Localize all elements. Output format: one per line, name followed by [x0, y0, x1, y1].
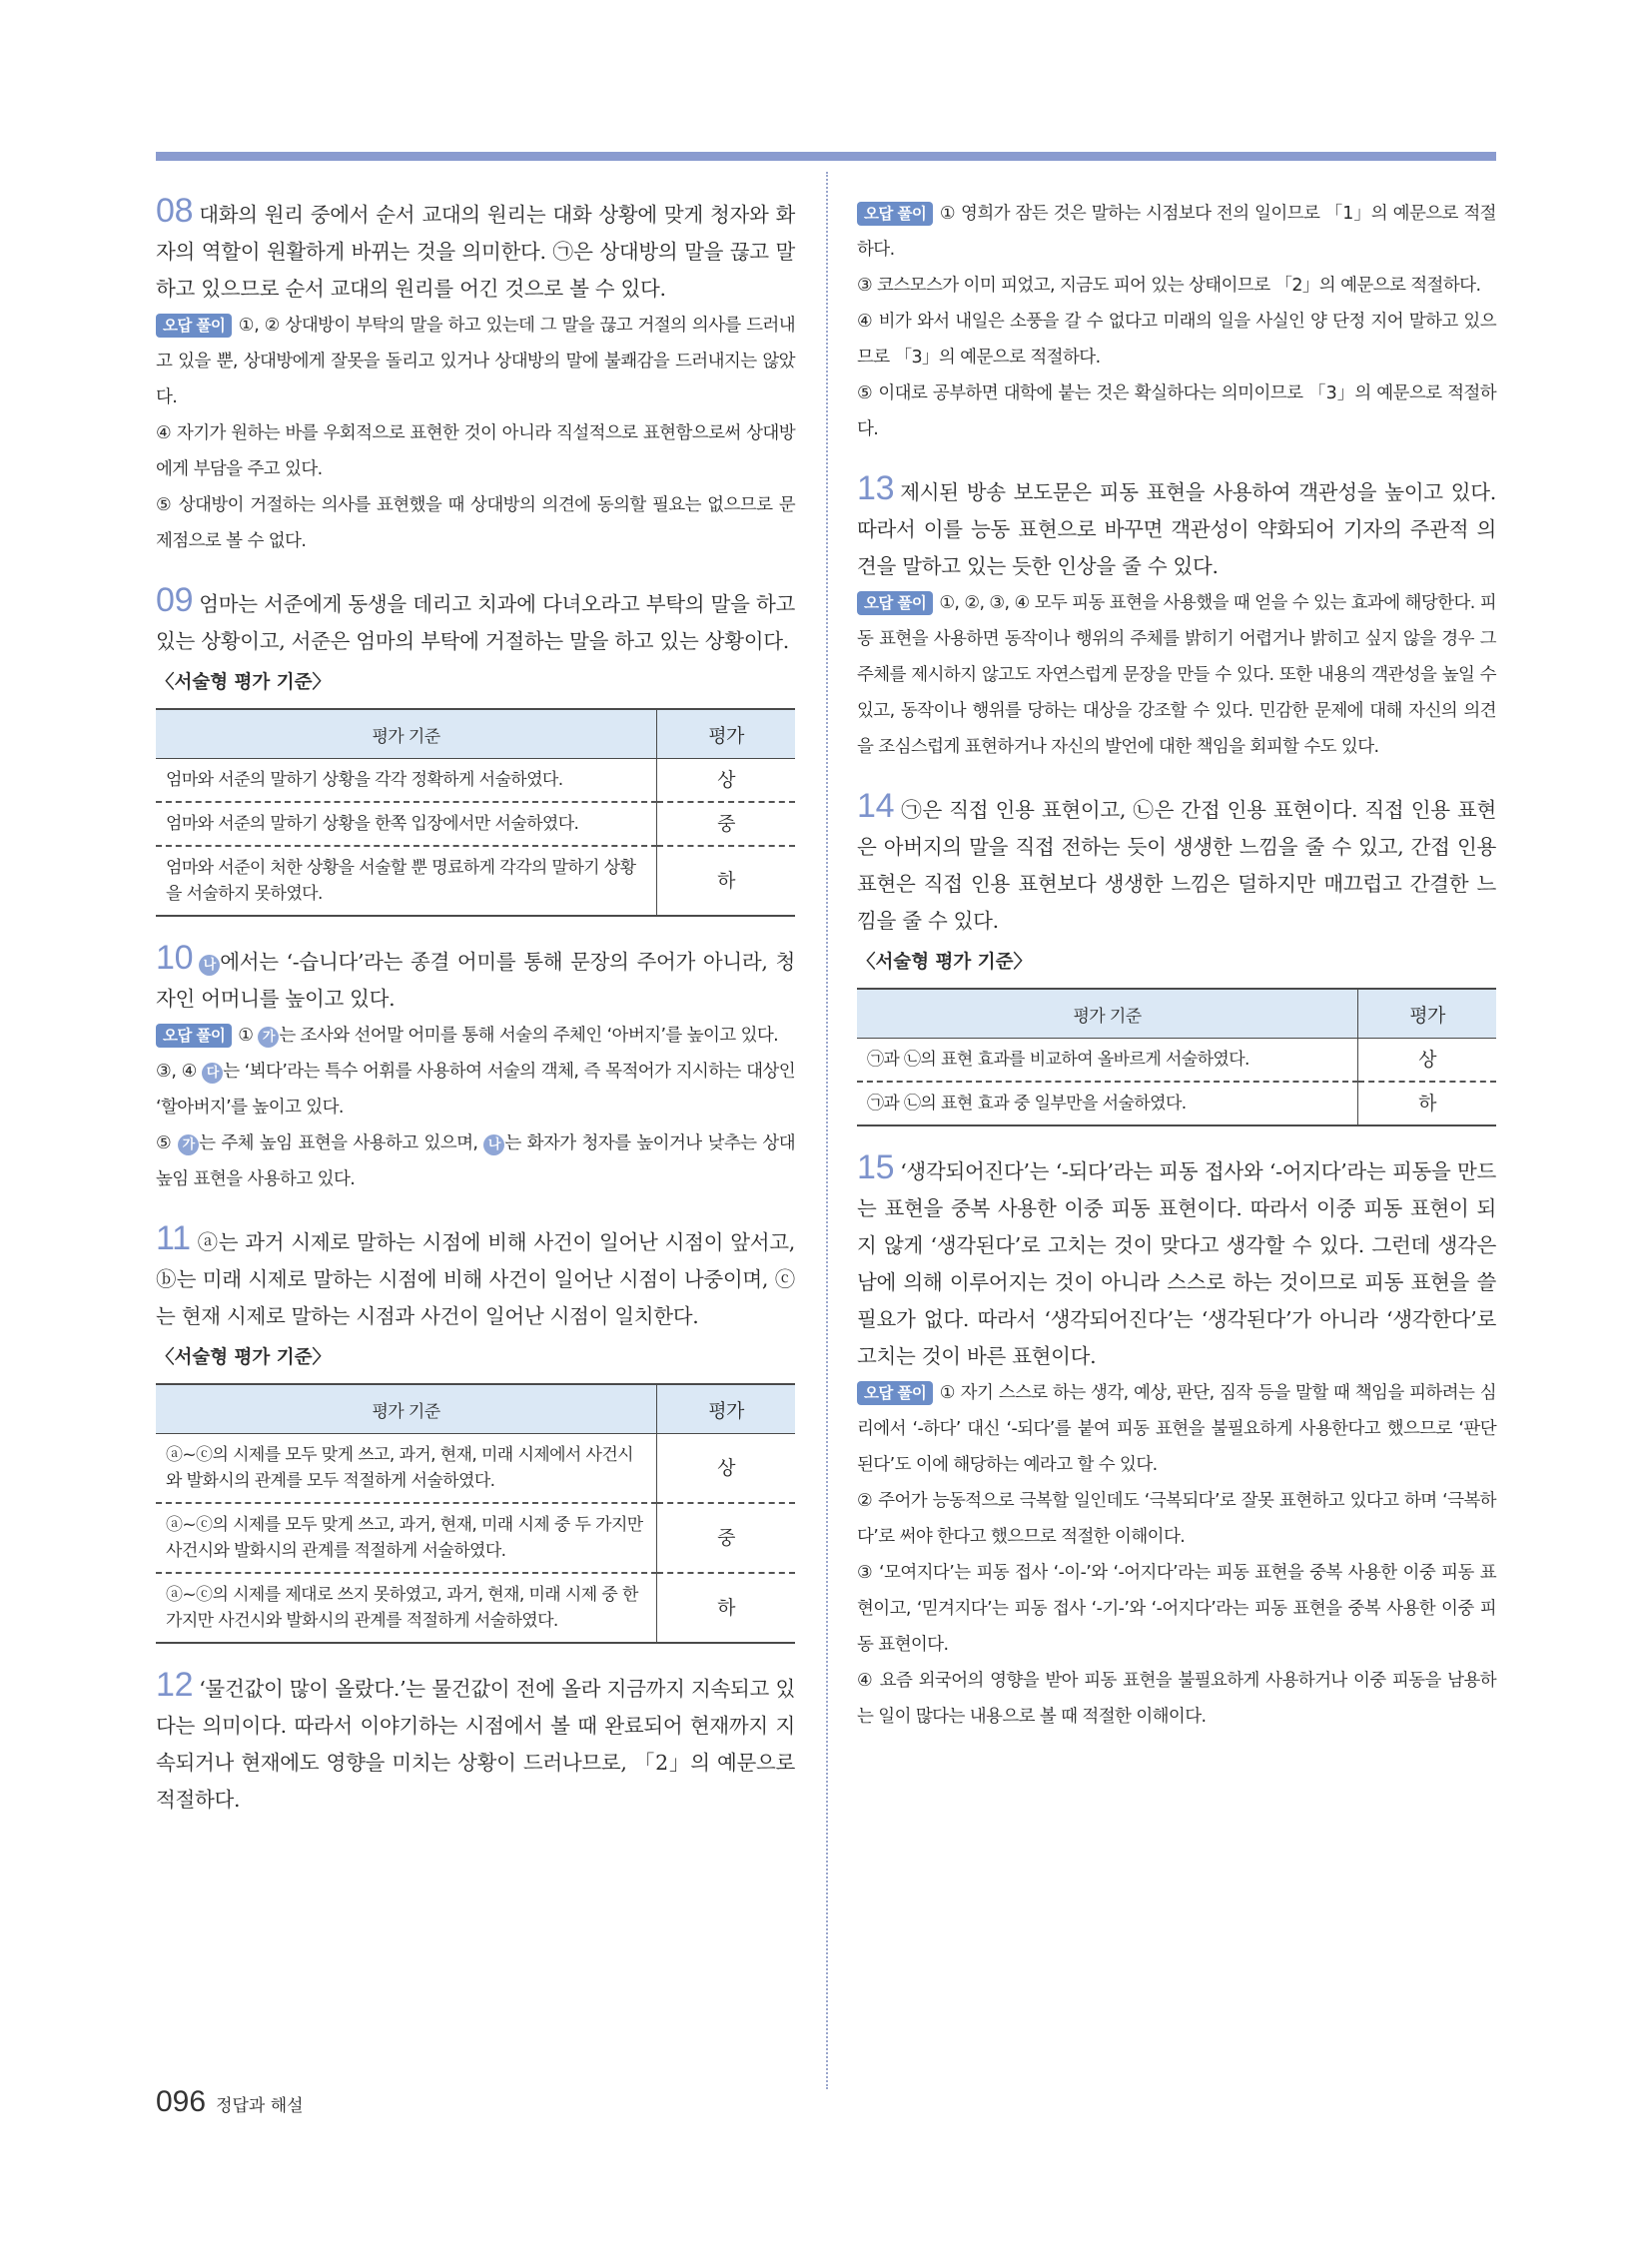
column-header: 평가	[657, 1384, 796, 1434]
grade-cell: 하	[657, 846, 796, 916]
answer-10-body	[156, 939, 795, 1018]
explanation-line	[857, 585, 1496, 765]
table-row	[156, 1573, 795, 1643]
explanation-text: 는 주체 높임 표현을 사용하고 있으며,	[199, 1133, 478, 1153]
question-number: 15	[857, 1148, 895, 1186]
answer-11-body	[156, 1219, 795, 1335]
table-row	[857, 1039, 1496, 1083]
answer-11	[156, 1219, 795, 1644]
explanation-text: ③ ‘모여지다’는 피동 접사 ‘-이-’와 ‘-어지다’라는 피동 표현을 중복 사용한 이중 피동 표현이고, ‘믿겨지다’는 피동 접사 ‘-기-’와 ‘-어지다’라는 피동 표현을 중복 사용한 이중 피동 표현이다.	[857, 1563, 1496, 1655]
footer-label: 정답과 해설	[216, 2096, 304, 2116]
column-header: 평가	[1358, 989, 1497, 1039]
answer-08-body	[156, 192, 795, 308]
grade-cell: 상	[657, 759, 796, 803]
explanation-text: ① 자기 스스로 하는 생각, 예상, 판단, 짐작 등을 말할 때 책임을 피하려는 심리에서 ‘-하다’ 대신 ‘-되다’를 붙여 피동 표현을 불필요하게 사용한다고 했으므로 ‘판단된다’도 이에 해당하는 예라고 할 수 있다.	[857, 1383, 1496, 1475]
answer-12	[156, 1666, 795, 1819]
evaluation-table	[156, 708, 795, 917]
table-caption: 〈서술형 평가 기준〉	[156, 672, 331, 693]
wrong-answer-badge: 오답 풀이	[156, 1024, 232, 1048]
answer-08	[156, 192, 795, 559]
explanation-text: ①, ②, ③, ④ 모두 피동 표현을 사용했을 때 얻을 수 있는 효과에 해당한다. 피동 표현을 사용하면 동작이나 행위의 주체를 밝히기 어렵거나 밝히고 싶지 않을 경우 그 주체를 제시하지 않고도 자연스럽게 문장을 만들 수 있다. 또한 내용의 객관성을 높일 수 있고, 동작이나 행위를 당하는 대상을 강조할 수 있다. 민감한 문제에 대해 자신의 의견을 조심스럽게 표현하거나 자신의 발언에 대한 책임을 회피할 수도 있다.	[857, 593, 1496, 757]
grade-cell: 하	[1358, 1082, 1497, 1125]
answer-12-body	[156, 1666, 795, 1819]
criteria-cell: ⓐ~ⓒ의 시제를 제대로 쓰지 못하였고, 과거, 현재, 미래 시제 중 한 가지만 사건시와 발화시의 관계를 적절하게 서술하였다.	[156, 1573, 657, 1643]
page-number: 096	[156, 2085, 207, 2118]
column-header: 평가 기준	[156, 709, 657, 759]
table-row	[156, 846, 795, 916]
question-number: 12	[156, 1666, 194, 1704]
da-mark-icon: 다	[202, 1063, 223, 1084]
question-number: 09	[156, 581, 194, 619]
explanation-text: 는 ‘뵈다’라는 특수 어휘를 사용하여 서술의 객체, 즉 목적어가 지시하는 대상인 ‘할아버지’를 높이고 있다.	[156, 1062, 795, 1118]
explanation-text: ① 영희가 잠든 것은 말하는 시점보다 전의 일이므로 「1」의 예문으로 적절하다.	[857, 204, 1496, 260]
table-row	[857, 1082, 1496, 1125]
question-number: 13	[857, 469, 895, 507]
table-row	[156, 759, 795, 803]
explanation-line	[857, 196, 1496, 268]
evaluation-table	[156, 1383, 795, 1644]
answer-14-body	[857, 787, 1496, 940]
criteria-cell: 엄마와 서준이 처한 상황을 서술할 뿐 명료하게 각각의 말하기 상황을 서술하지 못하였다.	[156, 846, 657, 916]
answer-09-body	[156, 581, 795, 660]
explanation-text: ② 주어가 능동적으로 극복할 일인데도 ‘극복되다’로 잘못 표현하고 있다고 하며 ‘극복하다’로 써야 한다고 했으므로 적절한 이해이다.	[857, 1491, 1496, 1547]
grade-cell: 중	[657, 1503, 796, 1573]
wrong-answer-badge: 오답 풀이	[156, 314, 232, 338]
grade-cell: 상	[657, 1434, 796, 1504]
question-number: 10	[156, 939, 194, 977]
explanation-text: ④ 요즘 외국어의 영향을 받아 피동 표현을 불필요하게 사용하거나 이중 피동을 남용하는 일이 많다는 내용으로 볼 때 적절한 이해이다.	[857, 1671, 1496, 1727]
explanation-text: ⑤ 상대방이 거절하는 의사를 표현했을 때 상대방의 의견에 동의할 필요는 없으므로 문제점으로 볼 수 없다.	[156, 495, 795, 551]
criteria-cell: ㉠과 ㉡의 표현 효과를 비교하여 올바르게 서술하였다.	[867, 1050, 1249, 1070]
answer-09	[156, 581, 795, 917]
explanation-line	[156, 308, 795, 415]
question-number: 08	[156, 192, 194, 230]
answer-15-body	[857, 1148, 1496, 1375]
criteria-cell: ⓐ~ⓒ의 시제를 모두 맞게 쓰고, 과거, 현재, 미래 시제에서 사건시와 발화시의 관계를 모두 적절하게 서술하였다.	[166, 1445, 633, 1491]
column-divider	[826, 172, 828, 2089]
table-caption: 〈서술형 평가 기준〉	[857, 952, 1032, 973]
table-caption: 〈서술형 평가 기준〉	[156, 1347, 331, 1368]
question-number: 14	[857, 787, 895, 825]
criteria-cell: 엄마와 서준의 말하기 상황을 한쪽 입장에서만 서술하였다.	[156, 802, 657, 846]
explanation-text: ④ 비가 와서 내일은 소풍을 갈 수 없다고 미래의 일을 사실인 양 단정 지어 말하고 있으므로 「3」의 예문으로 적절하다.	[857, 312, 1496, 368]
explanation-text: ③ 코스모스가 이미 피었고, 지금도 피어 있는 상태이므로 「2」의 예문으로 적절하다.	[857, 276, 1481, 296]
top-rule	[156, 152, 1496, 161]
criteria-cell: ㉠과 ㉡의 표현 효과 중 일부만을 서술하였다.	[857, 1082, 1358, 1125]
wrong-answer-badge: 오답 풀이	[857, 591, 933, 615]
explanation-text: ①, ② 상대방이 부탁의 말을 하고 있는데 그 말을 끊고 거절의 의사를 드러내고 있을 뿐, 상대방에게 잘못을 돌리고 있거나 상대방의 말에 불쾌감을 드러내지는 않았다.	[156, 316, 795, 407]
ga-mark-icon: 가	[258, 1027, 279, 1048]
evaluation-table	[857, 988, 1496, 1126]
answer-10-text: 에서는 ‘-습니다’라는 종결 어미를 통해 문장의 주어가 아니라, 청자인 어머니를 높이고 있다.	[156, 950, 795, 1011]
criteria-cell: 엄마와 서준의 말하기 상황을 각각 정확하게 서술하였다.	[166, 770, 563, 790]
explanation-text: ⑤ 이대로 공부하면 대학에 붙는 것은 확실하다는 의미이므로 「3」의 예문으로 적절하다.	[857, 383, 1496, 439]
answer-08-text: 대화의 원리 중에서 순서 교대의 원리는 대화 상황에 맞게 청자와 화자의 역할이 원활하게 바뀌는 것을 의미한다. ㉠은 상대방의 말을 끊고 말하고 있으므로 순서 교대의 원리를 어긴 것으로 볼 수 있다.	[156, 203, 795, 301]
ga-mark-icon: 가	[178, 1134, 199, 1155]
column-header: 평가	[657, 709, 796, 759]
answer-09-text: 엄마는 서준에게 동생을 데리고 치과에 다녀오라고 부탁의 말을 하고 있는 상황이고, 서준은 엄마의 부탁에 거절하는 말을 하고 있는 상황이다.	[156, 592, 795, 653]
explanation-line	[156, 1125, 795, 1197]
criteria-cell: ⓐ~ⓒ의 시제를 모두 맞게 쓰고, 과거, 현재, 미래 시제 중 두 가지만 사건시와 발화시의 관계를 적절하게 서술하였다.	[156, 1503, 657, 1573]
explanation-line	[156, 1054, 795, 1125]
answer-11-text: ⓐ는 과거 시제로 말하는 시점에 비해 사건이 일어난 시점이 앞서고, ⓑ는 미래 시제로 말하는 시점에 비해 사건이 일어난 시점이 나중이며, ⓒ는 현재 시제로 말하는 시점과 사건이 일어난 시점이 일치한다.	[156, 1230, 795, 1328]
explanation-text: ①	[238, 1026, 254, 1046]
column-header: 평가 기준	[857, 989, 1358, 1039]
question-number: 11	[156, 1219, 191, 1257]
table-row	[156, 802, 795, 846]
explanation-text: ③, ④	[156, 1062, 197, 1082]
explanation-line	[156, 1018, 795, 1054]
table-row	[156, 1434, 795, 1504]
wrong-answer-badge: 오답 풀이	[857, 1381, 933, 1405]
answer-15-text: ‘생각되어진다’는 ‘-되다’라는 피동 접사와 ‘-어지다’라는 피동을 만드는 표현을 중복 사용한 이중 피동 표현이다. 따라서 이중 피동 표현이 되지 않게 ‘생각된다’로 고치는 것이 맞다고 생각할 수 있다. 그런데 생각은 남에 의해 이루어지는 것이 아니라 스스로 하는 것이므로 피동 표현을 쓸 필요가 없다. 따라서 ‘생각되어진다’는 ‘생각된다’가 아니라 ‘생각한다’로 고치는 것이 바른 표현이다.	[857, 1159, 1496, 1368]
table-row	[156, 1503, 795, 1573]
explanation-text: 는 조사와 선어말 어미를 통해 서술의 주체인 ‘아버지’를 높이고 있다.	[279, 1026, 779, 1046]
explanation-text: ④ 자기가 원하는 바를 우회적으로 표현한 것이 아니라 직설적으로 표현함으로써 상대방에게 부담을 주고 있다.	[156, 423, 795, 479]
grade-cell: 중	[657, 802, 796, 846]
column-header: 평가 기준	[156, 1384, 657, 1434]
answer-12-text: ‘물건값이 많이 올랐다.’는 물건값이 전에 올라 지금까지 지속되고 있다는 의미이다. 따라서 이야기하는 시점에서 볼 때 완료되어 현재까지 지속되거나 현재에도 영향을 미치는 상황이 드러나므로, 「2」의 예문으로 적절하다.	[156, 1677, 795, 1812]
grade-cell: 하	[657, 1573, 796, 1643]
answer-13	[857, 469, 1496, 765]
answer-12-explanations	[857, 196, 1496, 447]
right-column	[857, 196, 1496, 1761]
explanation-text: 는 화자가 청자를 높이거나 낮추는 상대 높임 표현을 사용하고 있다.	[156, 1133, 796, 1189]
explanation-line	[857, 1375, 1496, 1483]
page-footer	[156, 2085, 304, 2119]
wrong-answer-badge: 오답 풀이	[857, 202, 933, 226]
answer-15	[857, 1148, 1496, 1735]
answer-10	[156, 939, 796, 1197]
left-column	[156, 192, 796, 1845]
answer-13-text: 제시된 방송 보도문은 피동 표현을 사용하여 객관성을 높이고 있다. 따라서 이를 능동 표현으로 바꾸면 객관성이 약화되어 기자의 주관적 의견을 말하고 있는 듯한 인상을 줄 수 있다.	[857, 480, 1496, 578]
answer-14	[857, 787, 1496, 1126]
grade-cell: 상	[1358, 1039, 1497, 1083]
explanation-text: ⑤	[156, 1133, 173, 1153]
na-mark-icon: 나	[199, 955, 220, 976]
answer-14-text: ㉠은 직접 인용 표현이고, ㉡은 간접 인용 표현이다. 직접 인용 표현은 아버지의 말을 직접 전하는 듯이 생생한 느낌을 줄 수 있고, 간접 인용 표현은 직접 인용 표현보다 생생한 느낌은 덜하지만 매끄럽고 간결한 느낌을 줄 수 있다.	[857, 798, 1496, 933]
answer-13-body	[857, 469, 1496, 585]
na-mark-icon: 나	[483, 1134, 504, 1155]
